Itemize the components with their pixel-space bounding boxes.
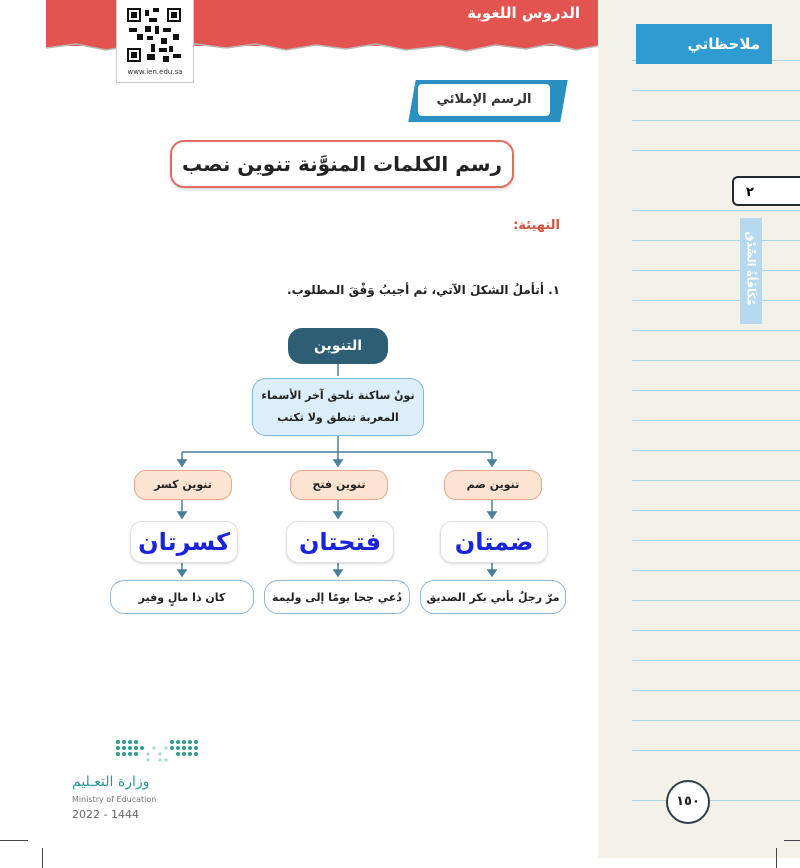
note-line <box>632 690 800 691</box>
example-word-damm: ضمتان <box>440 521 548 563</box>
note-line <box>632 300 800 301</box>
section-tag: الرسم الإملائي <box>418 84 550 116</box>
ministry-name-en: Ministry of Education <box>72 795 157 804</box>
note-line <box>632 570 800 571</box>
notes-sidebar <box>598 0 800 858</box>
note-line <box>632 330 800 331</box>
note-line <box>632 630 800 631</box>
type-node-fath: تنوين فتح <box>290 470 388 500</box>
diagram-root-node: التنوين <box>288 328 388 364</box>
note-line <box>632 420 800 421</box>
note-line <box>632 510 800 511</box>
example-sentence-fath: دُعي جحا يومًا إلى وليمة <box>264 580 410 614</box>
note-line <box>632 600 800 601</box>
question-text: ١. أتأملُ الشكلَ الآتي، ثم أجيبُ وَفْقَ المطلوب. <box>287 283 560 297</box>
page-number: ١٥٠ <box>666 780 710 824</box>
definition-line-2: المعربة تنطق ولا تكتب <box>277 411 399 424</box>
example-sentence-kasr: كان ذا مالٍ وفير <box>110 580 254 614</box>
crop-mark <box>42 848 43 868</box>
definition-line-1: نونٌ ساكنة تلحق آخر الأسماء <box>261 389 415 402</box>
qr-url: www.ien.edu.sa <box>127 68 183 76</box>
example-sentence-damm: مرّ رجلٌ بأبي بكر الصديق <box>420 580 566 614</box>
note-line <box>632 90 800 91</box>
example-word-kasr: كسرتان <box>130 521 238 563</box>
note-line <box>632 240 800 241</box>
unit-name-label: مُكَافَأةُ الصِّدْق <box>744 231 758 306</box>
diagram-definition-node <box>252 378 424 436</box>
unit-name-tab <box>740 218 762 324</box>
ministry-logo-icon <box>112 738 204 762</box>
qr-code-icon <box>125 6 183 64</box>
notes-tab: ملاحظاتي <box>636 24 772 64</box>
note-line <box>632 270 800 271</box>
example-word-fath: فتحتان <box>286 521 394 563</box>
note-line <box>632 720 800 721</box>
type-node-kasr: تنوين كسر <box>134 470 232 500</box>
note-line <box>632 390 800 391</box>
crop-mark <box>0 840 28 841</box>
edition-year: 2022 - 1444 <box>72 808 139 821</box>
header-title: الدروس اللغوية <box>467 4 580 22</box>
note-line <box>632 360 800 361</box>
note-line <box>632 800 800 801</box>
note-line <box>632 540 800 541</box>
ministry-name-ar: وزارة التعـليم <box>72 774 150 790</box>
note-line <box>632 750 800 751</box>
lesson-title: رسم الكلمات المنوَّنة تنوين نصب <box>170 140 514 188</box>
unit-number: ٢ <box>732 176 800 206</box>
crop-mark <box>776 848 777 868</box>
warmup-label: التهيئة: <box>513 218 560 233</box>
crop-mark <box>784 840 800 841</box>
note-line <box>632 150 800 151</box>
note-line <box>632 210 800 211</box>
note-line <box>632 480 800 481</box>
qr-code-box[interactable] <box>116 0 194 83</box>
note-line <box>632 450 800 451</box>
type-node-damm: تنوين ضم <box>444 470 542 500</box>
note-line <box>632 660 800 661</box>
note-line <box>632 120 800 121</box>
